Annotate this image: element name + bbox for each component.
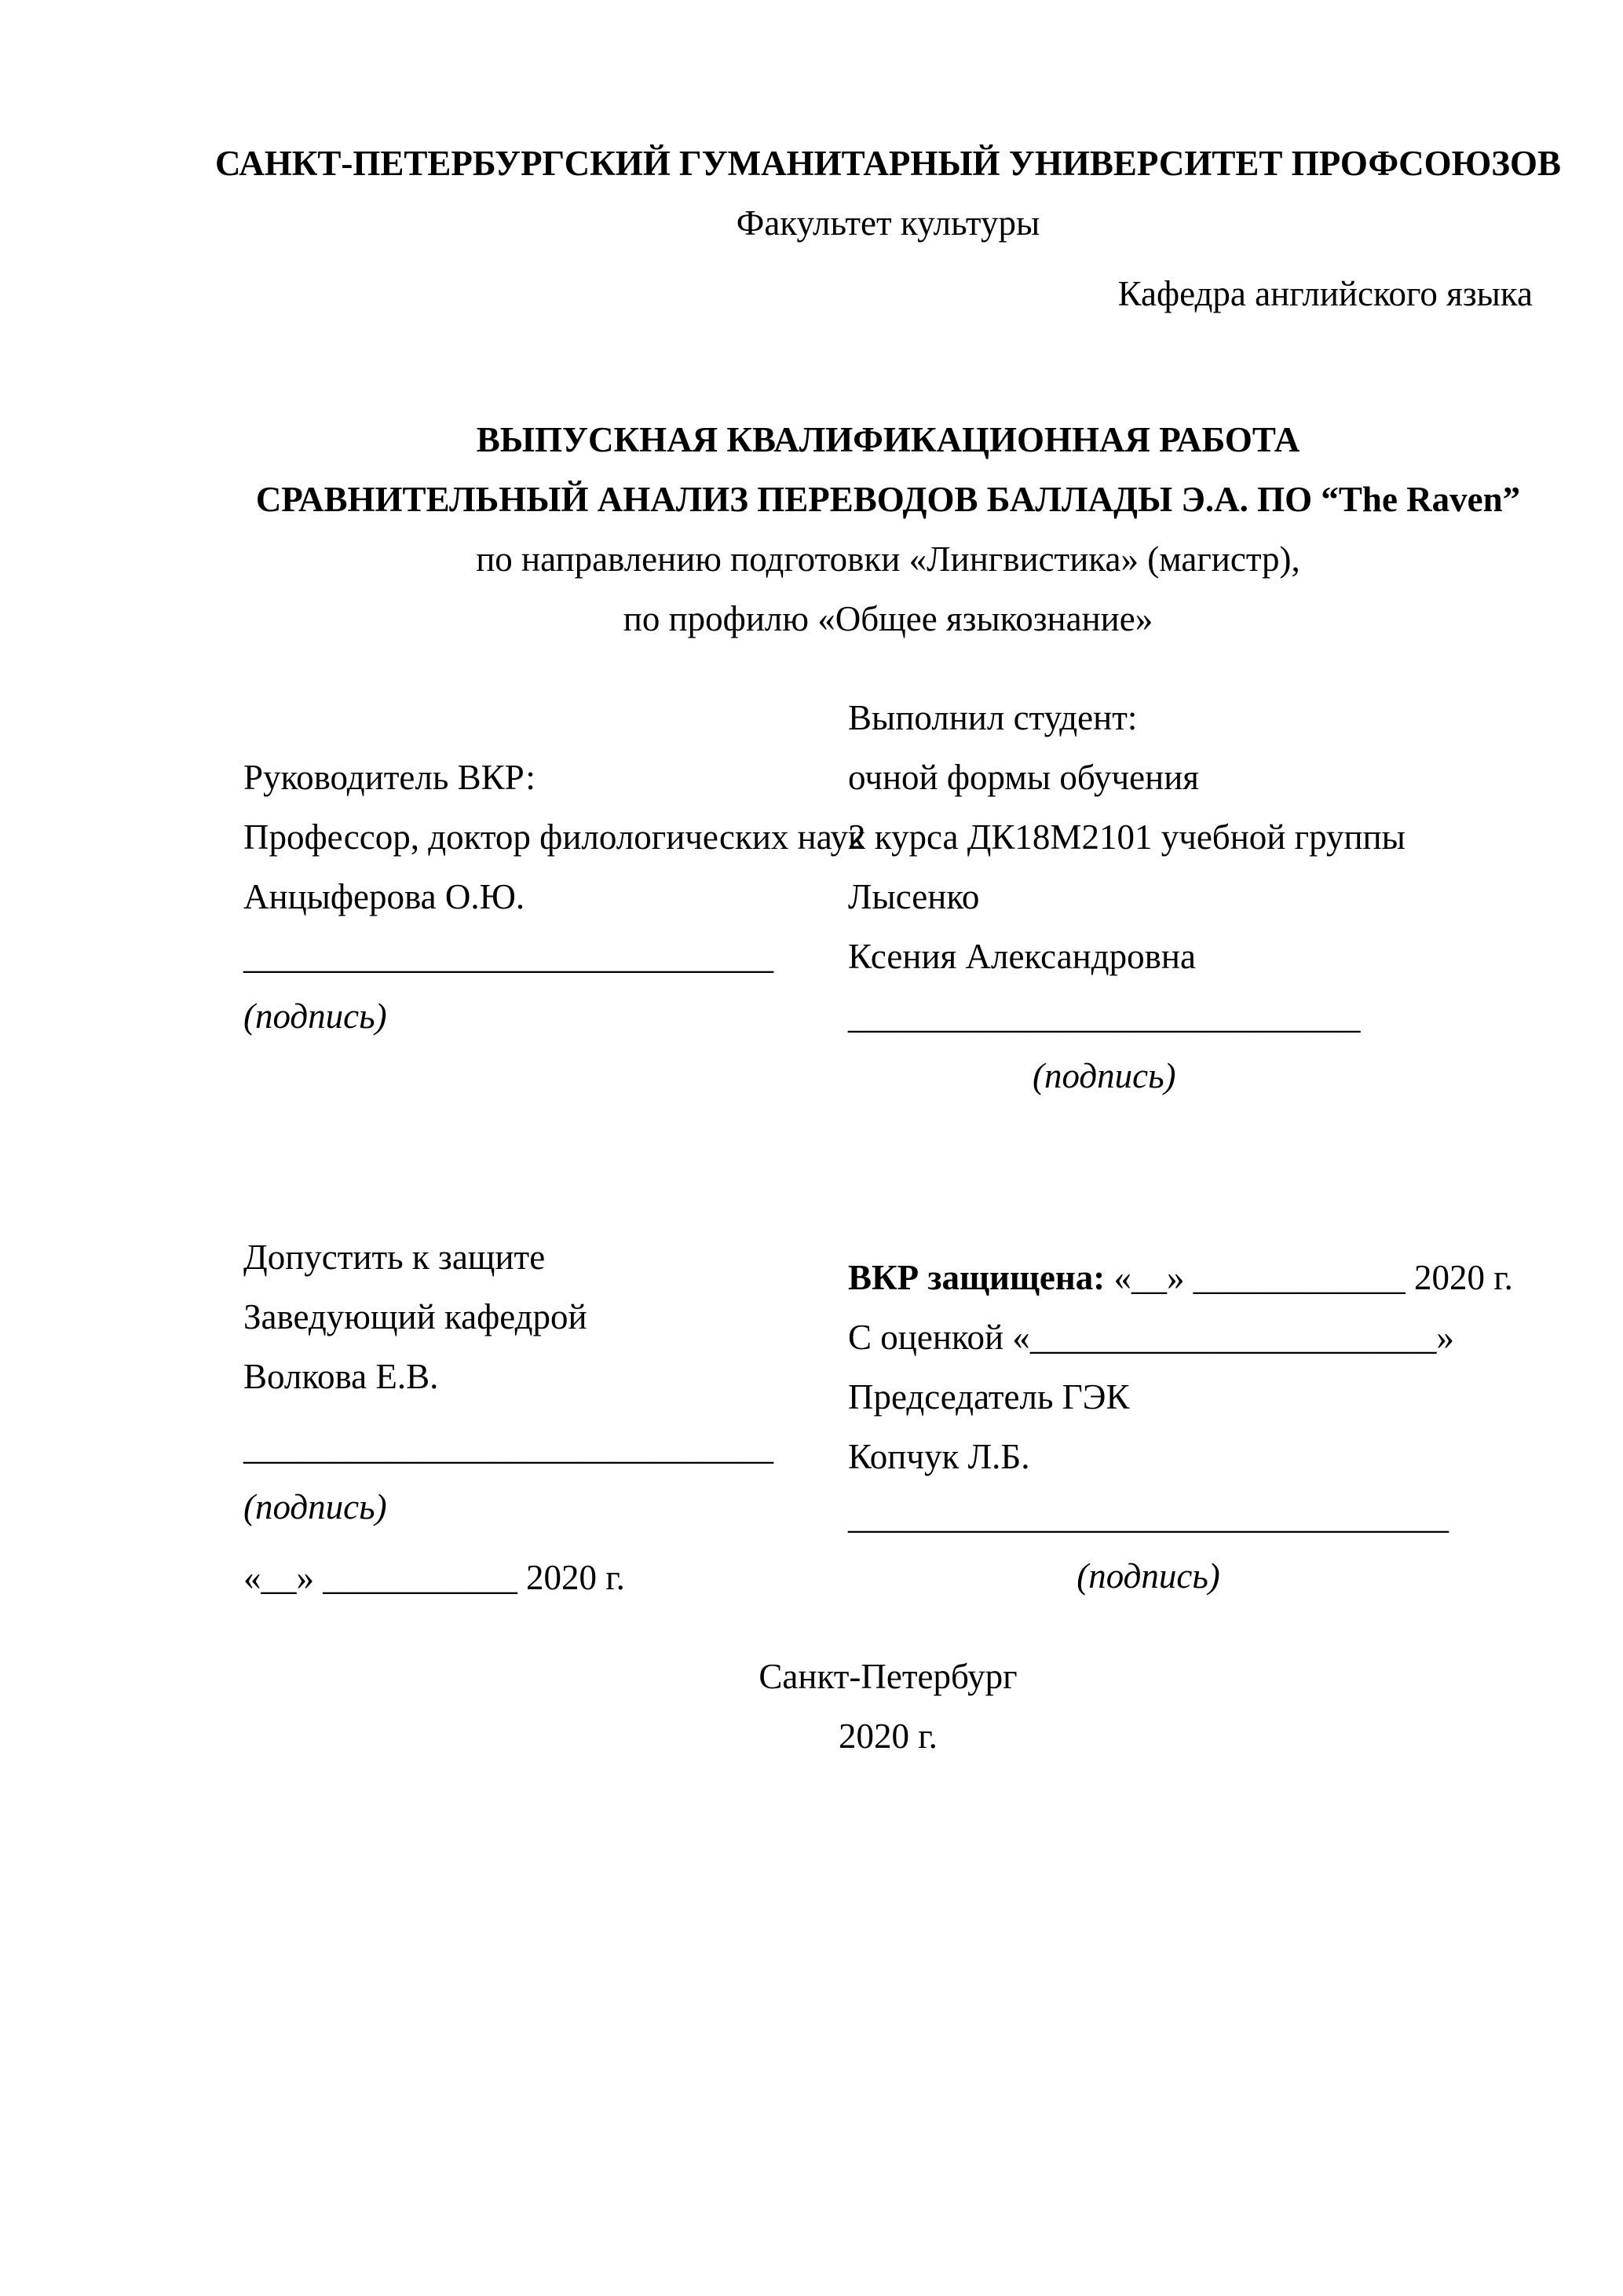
defense-defended-date: «__» ____________ 2020 г. (1105, 1258, 1513, 1297)
university-name: САНКТ-ПЕТЕРБУРГСКИЙ ГУМАНИТАРНЫЙ УНИВЕРСИТЕТ ПРОФСОЮЗОВ (214, 144, 1562, 183)
department-name: Кафедра английского языка (1117, 274, 1533, 313)
student-surname: Лысенко (848, 877, 980, 916)
header-block (214, 133, 1562, 324)
admission-date-line: «__» ___________ 2020 г. (243, 1558, 625, 1597)
student-group: 2 курса ДК18М2101 учебной группы (848, 817, 1406, 857)
title-block (243, 410, 1533, 649)
supervisor-heading: Руководитель ВКР: (243, 758, 536, 797)
student-signature-block (848, 986, 1361, 1106)
admission-signature-caption: (подпись) (243, 1487, 387, 1526)
spacer (243, 688, 848, 748)
work-type-title: ВЫПУСКНАЯ КВАЛИФИКАЦИОННАЯ РАБОТА (476, 420, 1300, 459)
admission-line1: Допустить к защите (243, 1238, 546, 1277)
supervisor-column (243, 688, 865, 1106)
defense-defended-row (848, 1248, 1533, 1307)
defense-chairman-title: Председатель ГЭК (848, 1377, 1130, 1417)
admission-line2: Заведующий кафедрой (243, 1297, 587, 1336)
supervisor-name: Анцыферова О.Ю. (243, 877, 525, 916)
spacer (243, 1537, 848, 1548)
defense-defended-label: ВКР защищена: (848, 1258, 1106, 1297)
student-given-names: Ксения Александровна (848, 937, 1196, 976)
admission-head-name: Волкова Е.В. (243, 1357, 439, 1396)
defense-signature-block (848, 1486, 1449, 1606)
admission-column (243, 1227, 848, 1607)
supervisor-signature-line: ______________________________ (243, 937, 773, 976)
student-heading: Выполнил студент: (848, 698, 1138, 737)
admission-signature-line: ______________________________ (243, 1428, 773, 1467)
footer-block (243, 1647, 1533, 1766)
student-study-form: очной формы обучения (848, 758, 1199, 797)
student-column (848, 688, 1533, 1106)
footer-year: 2020 г. (839, 1717, 938, 1756)
defense-grade-row (848, 1307, 1533, 1367)
defense-signature-caption: (подпись) (1077, 1556, 1220, 1596)
student-signature-line: _____________________________ (848, 996, 1361, 1036)
student-signature-caption: (подпись) (1032, 1056, 1176, 1095)
footer-city: Санкт-Петербург (758, 1657, 1018, 1696)
defense-grade-prefix: С оценкой « (848, 1318, 1030, 1357)
defense-signature-line: __________________________________ (848, 1497, 1449, 1536)
supervisor-position: Профессор, доктор филологических наук (243, 817, 865, 857)
study-profile: по профилю «Общее языкознание» (623, 599, 1153, 638)
defense-column (848, 1248, 1533, 1607)
supervisor-student-section (243, 688, 1533, 1106)
defense-grade-line: _______________________ (1029, 1318, 1437, 1357)
thesis-title: СРАВНИТЕЛЬНЫЙ АНАЛИЗ ПЕРЕВОДОВ БАЛЛАДЫ Э.А. ПО “The Raven” (255, 480, 1521, 519)
defense-chairman-name: Копчук Л.Б. (848, 1437, 1030, 1476)
defense-grade-suffix: » (1436, 1318, 1454, 1357)
admission-defense-section (243, 1227, 1533, 1607)
study-direction: по направлению подготовки «Лингвистика» (магистр), (476, 539, 1300, 579)
faculty-name: Факультет культуры (736, 203, 1040, 243)
supervisor-signature-caption: (подпись) (243, 996, 387, 1036)
spacer (243, 1406, 848, 1417)
